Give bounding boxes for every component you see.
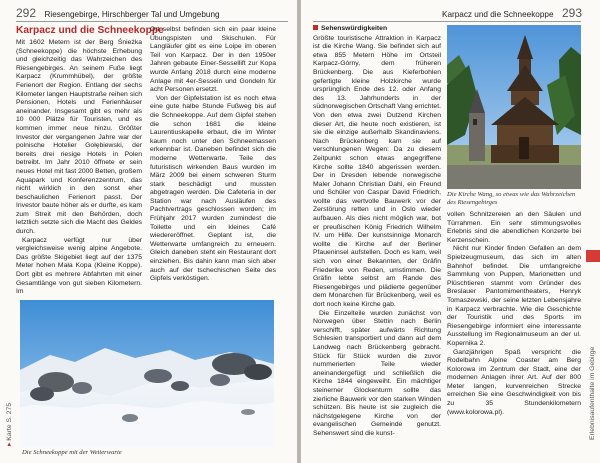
- right-photo-caption: Die Kirche Wang, so etwas wie das Wahrzeichen des Riesengebirges: [447, 191, 576, 206]
- map-reference-text: Karte S. 275: [6, 402, 13, 441]
- left-head-rule: [16, 21, 288, 22]
- right-running-title: Karpacz und die Schneekoppe: [441, 10, 554, 19]
- right-page-number: 293: [561, 6, 582, 20]
- paragraph: Größte touristische Attraktion in Karpacz ist die Kirche Wang. Sie befindet sich auf etwa 855 Metern Höhe im Ortsteil Karpacz-Górny, dem früheren Brückenberg. Die aus Kieferbohlen gefertigte kleine Holzkirche wurde ursprünglich Ende des 12. oder Anfang des 13. Jahrhunderts in der südnorwegischen Ortschaft Vang errichtet. Von den etwa zwei Dutzend Kirchen dieser Art, die heute noch existieren, ist sie die einzige außerhalb Skandinaviens. Nach Brückenberg kam sie auf verschlungenen Wegen: Da zu diesem Zeitpunkt schon etwas angegriffene Kirche sollte 1840 abgerissen werden. Der in Dresden lebende norwegische Maler Johann Christian Dahl, ein Freund und Schüler von Caspar David Friedrich, wollte das wertvolle Bauwerk vor der Zerstörung retten und in Oslo wieder aufbauen. Als dies nicht möglich war, bot er preußischen König Friedrich Wilhelm IV. um Hilfe. Der kunstsinnige Monarch wollte die Kirche auf der Berliner Pfaueninsel aufstellen. Doch es kam, weil sich von einer Bekannten, der Gräfin Friederike von Reden, umstimmen. Die Gräfin lebte selbst am Rande des Riesengebirges und plädierte gegenüber dem Monarchen für Brückenberg, weil es dort noch keine Kirche gab.: [313, 34, 441, 308]
- right-column-2: [447, 211, 581, 417]
- paragraph: Ort selbst befinden sich ein paar kleine Übungspisten und Skischulen. Für Langläufer gibt es eine Loipe im oberen Teil von Karpacz. Der in den 1950er Jahren gebaute Einer-Sessellift zur Kopa wurde Anfang 2018 durch eine moderne Anlage mit 4er-Sesseln und Gondeln für acht Personen ersetzt.: [150, 26, 276, 94]
- right-page: [301, 0, 600, 463]
- paragraph: vollen Schnitzereien an den Säulen und Türrahmen. Ein sehr stimmungsvolles Erlebnis sind die abendlichen Konzerte bei Kerzenschein.: [447, 211, 581, 244]
- paragraph: Die Einzelteile wurden zunächst von Norwegen über Stettin nach Berlin verschifft, später aufwärts Richtung Schlesien transportiert und dann auf dem Landweg nach Brückenberg gebracht. Stück für Stück wurden die zuvor nummerierten Teile wieder aneinandergefügt und schließlich die Kirche 1844 eingeweiht. Ein mächtiger steinerner Glockenturm sollte das zierliche Bauwerk vor den starken Winden schützen. Bis heute ist sie zugleich die nächstgelegene Kirche von der evangelischen Gemeinde genutzt. Sehenswert sind die kunst-: [313, 309, 441, 437]
- section-heading: Karpacz und die Schneekoppe: [16, 25, 164, 36]
- paragraph: Karpacz verfügt nur über vergleichsweise wenig alpine Angebote. Das größte Skigebiet liegt auf der 1375 Meter hohen Mała Kopa (Kleine Koppe). Dort gibt es mehrere Abfahrten mit einer Gesamtlänge von gut sieben Kilometern. Im: [16, 236, 142, 296]
- right-running-head: [301, 4, 582, 20]
- left-running-title: Riesengebirge, Hirschberger Tal und Umgebung: [44, 10, 220, 19]
- box-title: [313, 25, 441, 34]
- paragraph: Von der Gipfelstation ist es noch etwa eine gute halbe Stunde Fußweg bis auf die Schneekoppe. Auf dem Gipfel stehen die schon 1681 die kleine Laurentiuskapelle erbaut, die im Winter kaum noch unter den Schneemassen erkennbar ist. Daneben befindet sich die moderne Wetterwarte. Teile des futuristisch wirkenden Baus wurden im März 2009 bei einem schweren Sturm stark beschädigt und mussten abgetragen werden. Die Cafeteria in der Station war nach Ausläufen des Pachtvertrags geschlossen worden; im Frühjahr 2017 wurden zumindest die Toilette und ein kleines Café wiedereröffnet. Geplant ist, die Wetterwarte umfangreich zu erneuern. Gleich daneben steht ein Restaurant dort einziehen. Bis dahin kann man sich aber auch auf der tschechischen Seite des Gipfels verköstigen.: [150, 94, 276, 283]
- left-page: [0, 0, 297, 463]
- chapter-side-label: Erlebnisaufenthalte im Gebirge: [589, 346, 596, 440]
- left-running-head: [16, 4, 220, 20]
- square-marker-icon: [313, 25, 318, 30]
- paragraph: Nicht nur Kinder finden Gefallen an dem Spielzeugmuseum, das sich im alten Bahnhof befindet. Die umfangreiche Sammlung von Puppen, Marionetten und Plüschtieren stammt vom Gründer des Breslauer Pantomimentheaters, Henryk Tomaszewski, der seine letzten Lebensjahre in Karpacz verbrachte. Wie die Geschichte der Touristik und des Sports im Riesengebirge informiert eine interessante Ausstellung im Regionalmuseum an der ul. Kopernika 2.: [447, 245, 581, 347]
- paragraph: Ganzjährigen Spaß verspricht die Rodelbahn Alpine Coaster am Berg Kolorowa im Zentrum der Stadt, eine der modernen Anlagen ihrer Art. Auf der 800 Meter langen, kurvenreichen Strecke erreichen Sie eine Geschwindigkeit von bis zu 35 Stundenkilometern (www.kolorowa.pl).: [447, 348, 581, 416]
- stave-church-image: [447, 25, 581, 189]
- schneekoppe-photo: [20, 300, 274, 447]
- left-column-1: [16, 39, 142, 297]
- map-arrow-icon: ▸: [6, 442, 13, 446]
- right-column-1: [313, 25, 441, 439]
- snowy-mountain-image: [20, 300, 274, 447]
- paragraph: Mit 1602 Metern ist der Berg Śnieżka (Schneekoppe) die höchste Erhebung und gleichzeitig das Wahrzeichen des Riesengebirges. An seinem Fuße liegt Karpacz (Krummhübel), der größte Ferienort der Region. Entlang der sechs Kilometer langen Hauptstraße reihen sich Pensionen, Hotels und Ferienhäuser aneinander. Insgesamt gibt es mehr als 10 000 Plätze für Touristen, und es kommen immer neue hinzu. Größter Investor der vergangenen Jahre war der polnische Hotelier Gołębiewski, der bereits drei riesige Hotels in Polen betreibt. Im Jahr 2010 öffnete er sein neues Hotel mit fast 2000 Betten, großem Aquapark und Konferenzzentrum, das nicht wirklich in den sonst eher beschaulichen Ferienort passt. Der Investor baute höher als er durfte, es kam zum Streit mit den Behörden, doch letztlich setzte sich die Macht des Geldes durch.: [16, 39, 142, 236]
- left-photo-caption: Die Schneekoppe mit der Wetterwarte: [22, 449, 122, 456]
- right-head-rule: [313, 21, 581, 22]
- box-title-text: Sehenswürdigkeiten: [321, 25, 388, 32]
- map-reference-note[interactable]: [5, 403, 13, 446]
- left-page-number: 292: [16, 6, 37, 20]
- kirche-wang-photo: [447, 25, 581, 189]
- chapter-tab[interactable]: [586, 250, 600, 262]
- left-column-2: [150, 26, 276, 284]
